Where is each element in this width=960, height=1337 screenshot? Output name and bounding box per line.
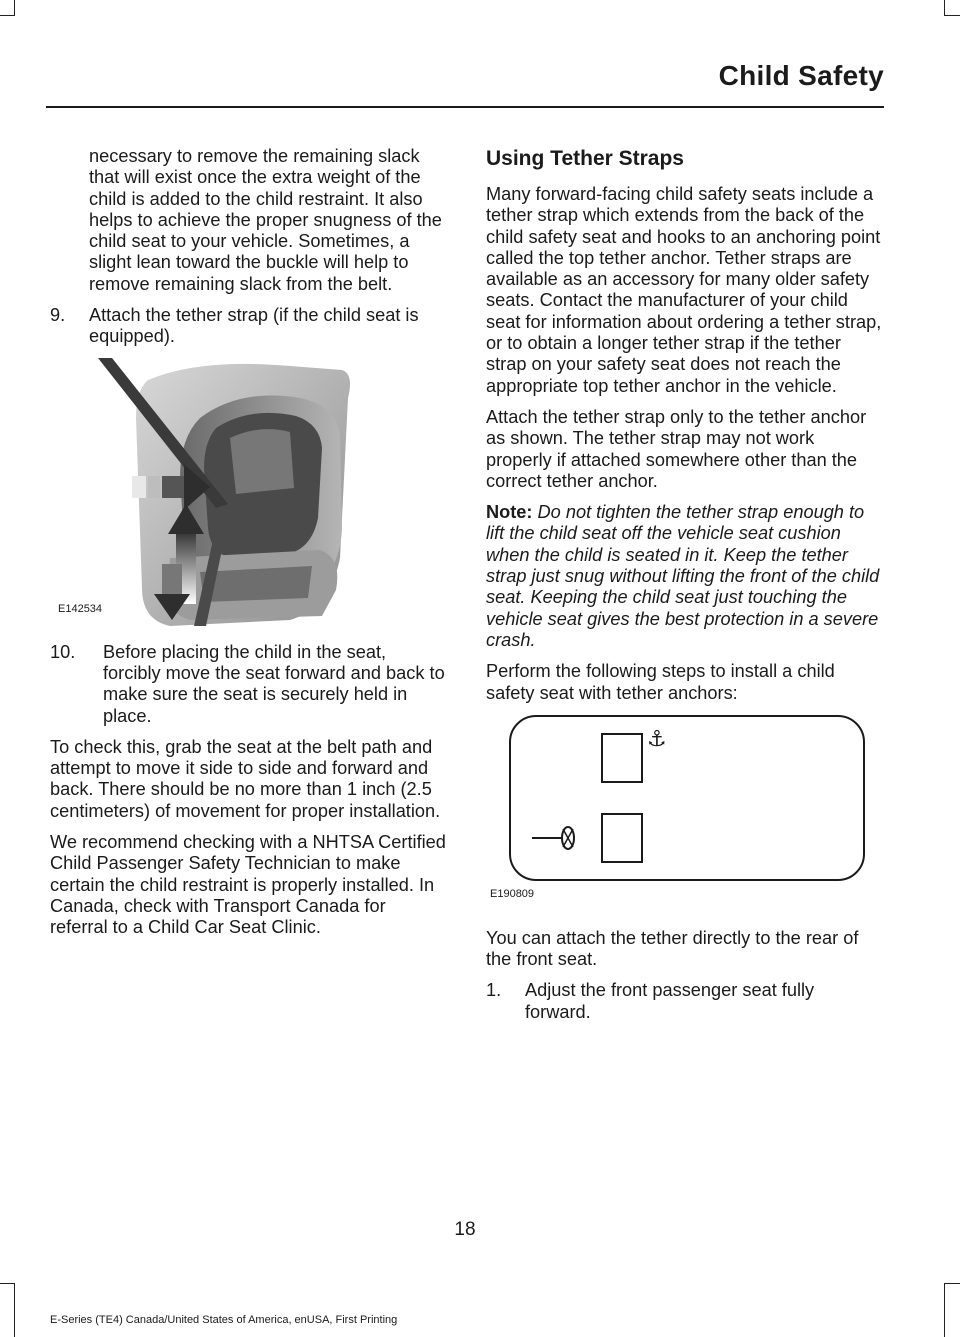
figure-code: E142534	[58, 602, 103, 615]
step-9-number: 9.	[50, 305, 66, 326]
anchor-icon: ⚓	[647, 726, 667, 752]
left-column	[50, 146, 448, 949]
step-10	[50, 642, 448, 727]
step-10-number: 10.	[50, 641, 76, 662]
crop-mark-top-right-v	[944, 0, 945, 16]
right-column	[486, 146, 882, 1033]
tether-anchor-diagram	[486, 714, 882, 914]
crop-mark-bottom-right-v	[944, 1283, 945, 1337]
attach-paragraph: Attach the tether strap only to the tether anchor as shown. The tether strap may not work properly if attached somewhere other than the correct tether anchor.	[486, 406, 867, 491]
intro-paragraph: Many forward-facing child safety seats include a tether strap which extends from the back of the child safety seat and hooks to an anchoring point called the top tether anchor. Tether straps are available as an accessory for many older safety seats. Contact the manufacturer of your child seat for information about ordering a tether strap, or to obtain a longer tether strap if the tether strap on your safety seat does not reach the appropriate top tether anchor in the vehicle.	[486, 184, 882, 396]
direct-paragraph: You can attach the tether directly to the rear of the front seat.	[486, 927, 859, 970]
step-1	[486, 980, 882, 1023]
note-paragraph	[486, 502, 882, 651]
crop-mark-top-right-h	[945, 15, 960, 16]
step-1-text: Adjust the front passenger seat fully forward.	[525, 980, 815, 1022]
check-paragraph: To check this, grab the seat at the belt path and attempt to move it side to side and forward and back. There should be no more than 1 inch (2.5 centimeters) of movement for proper installation.	[50, 736, 441, 821]
crop-mark-bottom-left-v	[14, 1283, 15, 1337]
tether-anchor-figure	[486, 714, 882, 914]
crop-mark-top-left-v	[14, 0, 15, 16]
crop-mark-top-left-h	[0, 15, 14, 16]
step-9	[50, 305, 448, 348]
note-label: Note:	[486, 502, 533, 523]
figure-code: E190809	[490, 887, 535, 900]
section-heading: Using Tether Straps	[486, 147, 684, 170]
publication-info: E-Series (TE4) Canada/United States of America, enUSA, First Printing	[50, 1314, 398, 1326]
page-title: Child Safety	[718, 60, 884, 91]
step-1-number: 1.	[486, 980, 502, 1001]
child-seat-figure	[50, 358, 448, 628]
child-seat-illustration	[50, 358, 448, 628]
step-10-text: Before placing the child in the seat, forcibly move the seat forward and back to make sure the seat is securely held in place.	[103, 641, 445, 726]
page-number: 18	[454, 1219, 476, 1240]
step-9-text: Attach the tether strap (if the child seat is equipped).	[89, 305, 419, 347]
crop-mark-bottom-right-h	[945, 1283, 960, 1284]
perform-paragraph: Perform the following steps to install a child safety seat with tether anchors:	[486, 661, 835, 703]
header-rule	[46, 106, 884, 108]
crop-mark-bottom-left-h	[0, 1283, 14, 1284]
continuation-paragraph: necessary to remove the remaining slack that will exist once the extra weight of the child is added to the child restraint. It also helps to achieve the proper snugness of the child seat to your vehicle. Sometimes, a slight lean toward the buckle will help to remove remaining slack from the belt.	[89, 146, 442, 294]
recommend-paragraph: We recommend checking with a NHTSA Certified Child Passenger Safety Technician to make certain the child restraint is properly installed. In Canada, check with Transport Canada for referral to a Child Car Seat Clinic.	[50, 832, 446, 938]
note-text: Do not tighten the tether strap enough to lift the child seat off the vehicle seat cushion when the child is seated in it. Keep the tether strap just snug without lifting the front of the child seat. Keeping the child seat just touching the vehicle seat gives the best protection in a severe crash.	[486, 502, 880, 650]
